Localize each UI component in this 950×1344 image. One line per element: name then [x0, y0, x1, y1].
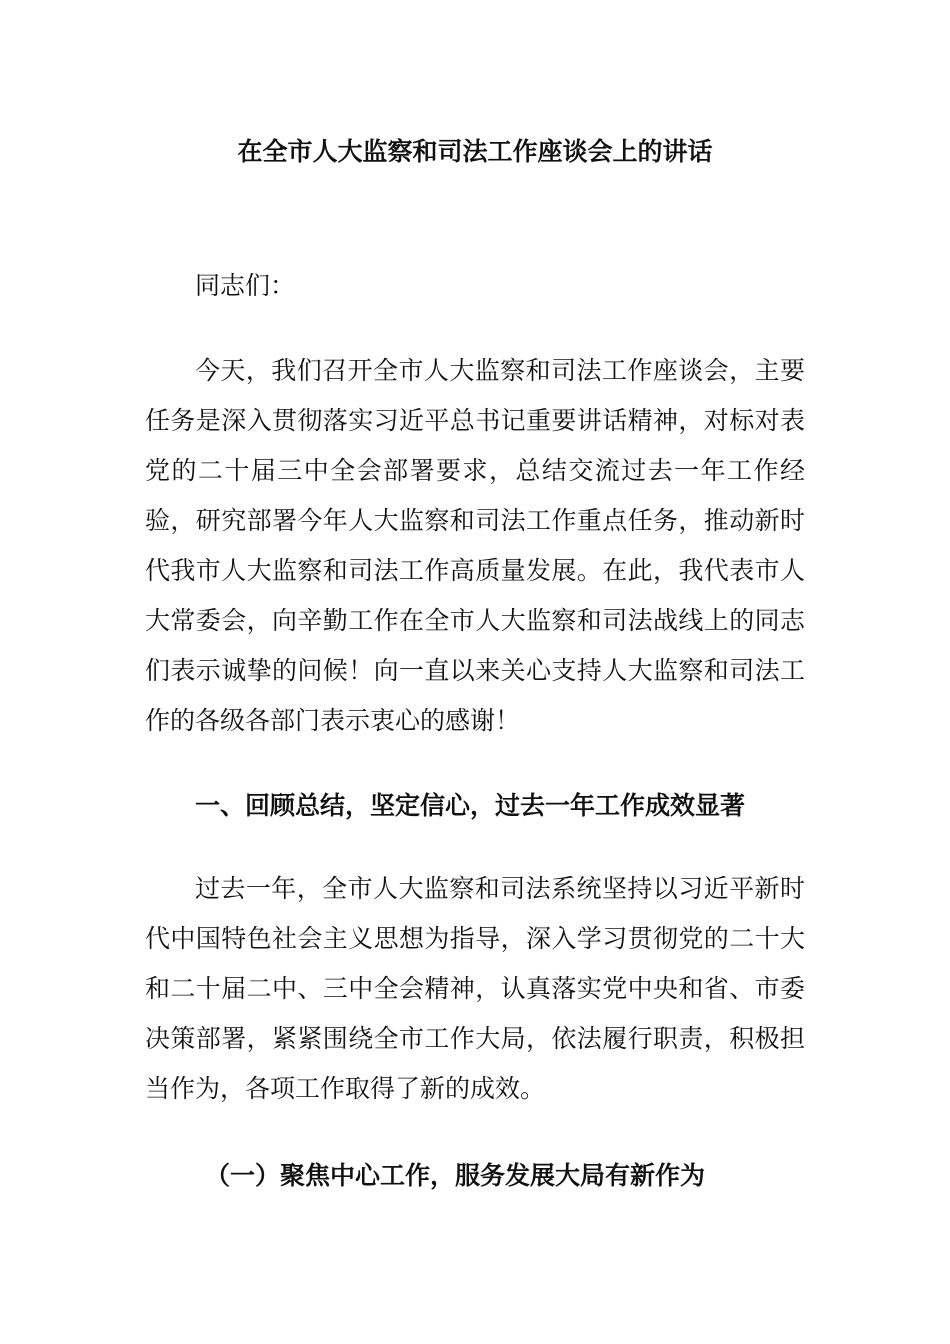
section-heading: 一、回顾总结，坚定信心，过去一年工作成效显著 [195, 791, 746, 820]
document-title: 在全市人大监察和司法工作座谈会上的讲话 [237, 137, 713, 166]
paragraph-opening: 今天，我们召开全市人大监察和司法工作座谈会，主要任务是深入贯彻落实习近平总书记重要讲话精神，对标对表党的二十届三中全会部署要求，总结交流过去一年工作经验，研究部署今年人大监察和司法工作重点任务，推动新时代我市人大监察和司法工作高质量发展。在此，我代表市人大常委会，向辛勤工作在全市人大监察和司法战线上的同志们表示诚挚的问候！向一直以来关心支持人大监察和司法工作的各级各部门表示衷心的感谢！ [145, 356, 805, 735]
salutation: 同志们： [195, 271, 296, 300]
paragraph-review: 过去一年，全市人大监察和司法系统坚持以习近平新时代中国特色社会主义思想为指导，深入学习贯彻党的二十大和二十届二中、三中全会精神，认真落实党中央和省、市委决策部署，紧紧围绕全市工作大局，依法履行职责，积极担当作为，各项工作取得了新的成效。 [145, 874, 805, 1103]
subsection-heading: （一）聚焦中心工作，服务发展大局有新作为 [205, 1161, 706, 1190]
